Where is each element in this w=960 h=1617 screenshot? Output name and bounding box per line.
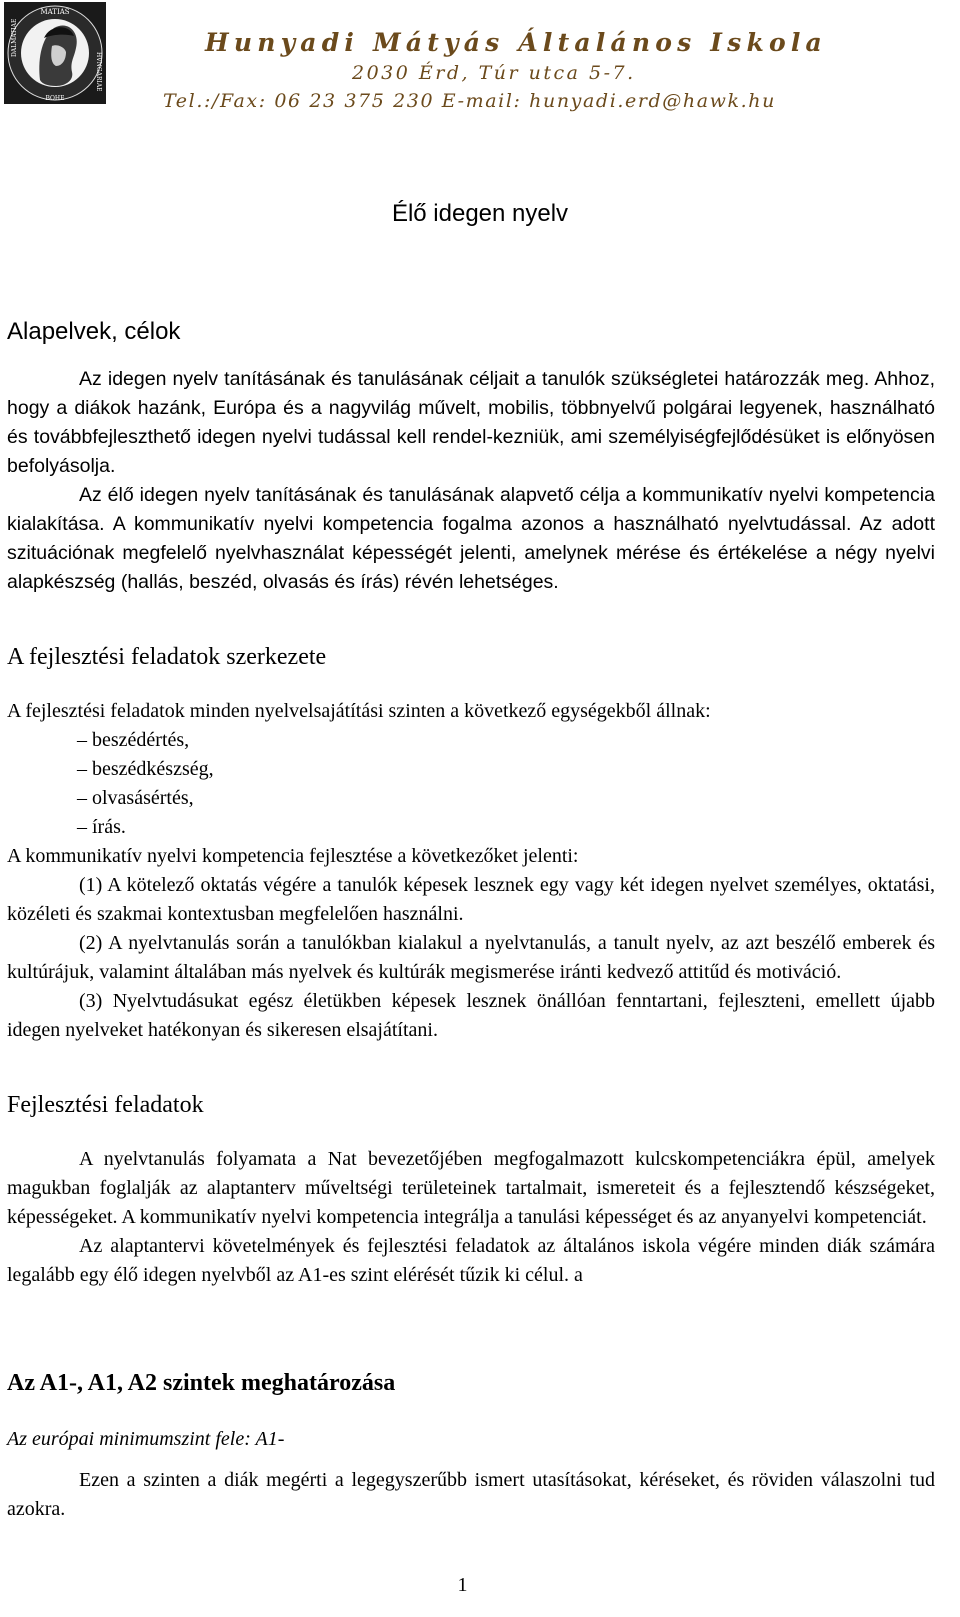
list-item: – olvasásértés, [77,787,194,809]
section-szintek-body [7,1466,935,1524]
school-name: Hunyadi Mátyás Általános Iskola [205,28,827,57]
paragraph: A fejlesztési feladatok minden nyelvelsajátítási szinten a következő egységekből állnak: [7,700,711,722]
list-item: – beszédértés, [77,729,190,751]
svg-text:BOHE: BOHE [45,95,65,102]
section-alapelvek-body [7,365,935,597]
page-number: 1 [457,1574,468,1596]
paragraph: A nyelvtanulás folyamata a Nat bevezetőjében megfogalmazott kulcskompetenciákra épül, amelyek magukban foglalják az alaptanterv műveltségi területeinek tartalmait, ismereteit és a fejlesztendő készségeket, képességeket. A kommunikatív nyelvi kompetencia integrálja a tanulási képességet és az anyanyelvi kompetenciát. [7,1148,935,1228]
section-fejlesztesi-body [7,1145,935,1290]
school-logo [4,2,106,104]
paragraph: (2) A nyelvtanulás során a tanulókban kialakul a nyelvtanulás, a tanult nyelv, az azt beszélő emberek és kultúrájuk, valamint általában más nyelvek és kultúrák megismerése iránti kedvező attitűd és motiváció. [7,932,935,983]
paragraph: A kommunikatív nyelvi kompetencia fejlesztése a következőket jelenti: [7,845,579,867]
paragraph: (1) A kötelező oktatás végére a tanulók képesek lesznek egy vagy két idegen nyelvet személyes, oktatási, közéleti és szakmai kontextusban megfelelően használni. [7,874,935,925]
list-item: – írás. [77,816,126,838]
school-contact: Tel.:/Fax: 06 23 375 230 E-mail: hunyadi.erd@hawk.hu [163,90,776,112]
heading-szintek: Az A1-, A1, A2 szintek meghatározása [7,1370,396,1396]
paragraph: Az alaptantervi követelmények és fejlesztési feladatok az általános iskola végére minden diák számára legalább egy élő idegen nyelvből az A1-es szint elérését tűzik ki célul. a [7,1235,935,1286]
paragraph: Az élő idegen nyelv tanításának és tanulásának alapvető célja a kommunikatív nyelvi kompetencia kialakítása. A kommunikatív nyelvi kompetencia fogalma azonos a használható nyelvtudással. Az adott szituációnak megfelelő nyelvhasználat képességét jelenti, amelynek mérése és értékelése a négy nyelvi alapkészség (hallás, beszéd, olvasás és írás) révén lehetséges. [7,484,935,593]
section-szerkezet-body [7,697,935,1045]
svg-text:MATIAS: MATIAS [40,8,70,16]
document-title: Élő idegen nyelv [391,200,569,227]
paragraph: (3) Nyelvtudásukat egész életükben képesek lesznek önállóan fenntartani, fejleszteni, emellett újabb idegen nyelveket hatékonyan és sikeresen elsajátítani. [7,990,935,1041]
school-address: 2030 Érd, Túr utca 5-7. [352,62,636,84]
subheading-a1minus: Az európai minimumszint fele: A1- [7,1428,285,1450]
svg-text:DALMATIAE: DALMATIAE [11,18,18,57]
heading-alapelvek: Alapelvek, célok [7,318,181,345]
heading-szerkezet: A fejlesztési feladatok szerkezete [7,644,327,670]
paragraph: Az idegen nyelv tanításának és tanulásának céljait a tanulók szükségletei határozzák meg. Ahhoz, hogy a diákok hazánk, Európa és a nagyvilág művelt, mobilis, többnyelvű polgárai legyenek, használható és továbbfejleszthető idegen nyelvi tudással kell rendel-kezniük, ami személyiségfejlődésüket is előnyösen befolyásolja. [7,368,935,477]
heading-fejlesztesi: Fejlesztési feladatok [7,1092,204,1118]
svg-text:HVNGARIAE: HVNGARIAE [95,52,102,92]
list-item: – beszédkészség, [77,758,214,780]
paragraph: Ezen a szinten a diák megérti a legegyszerűbb ismert utasításokat, kéréseket, és röviden válaszolni tud azokra. [7,1469,935,1520]
